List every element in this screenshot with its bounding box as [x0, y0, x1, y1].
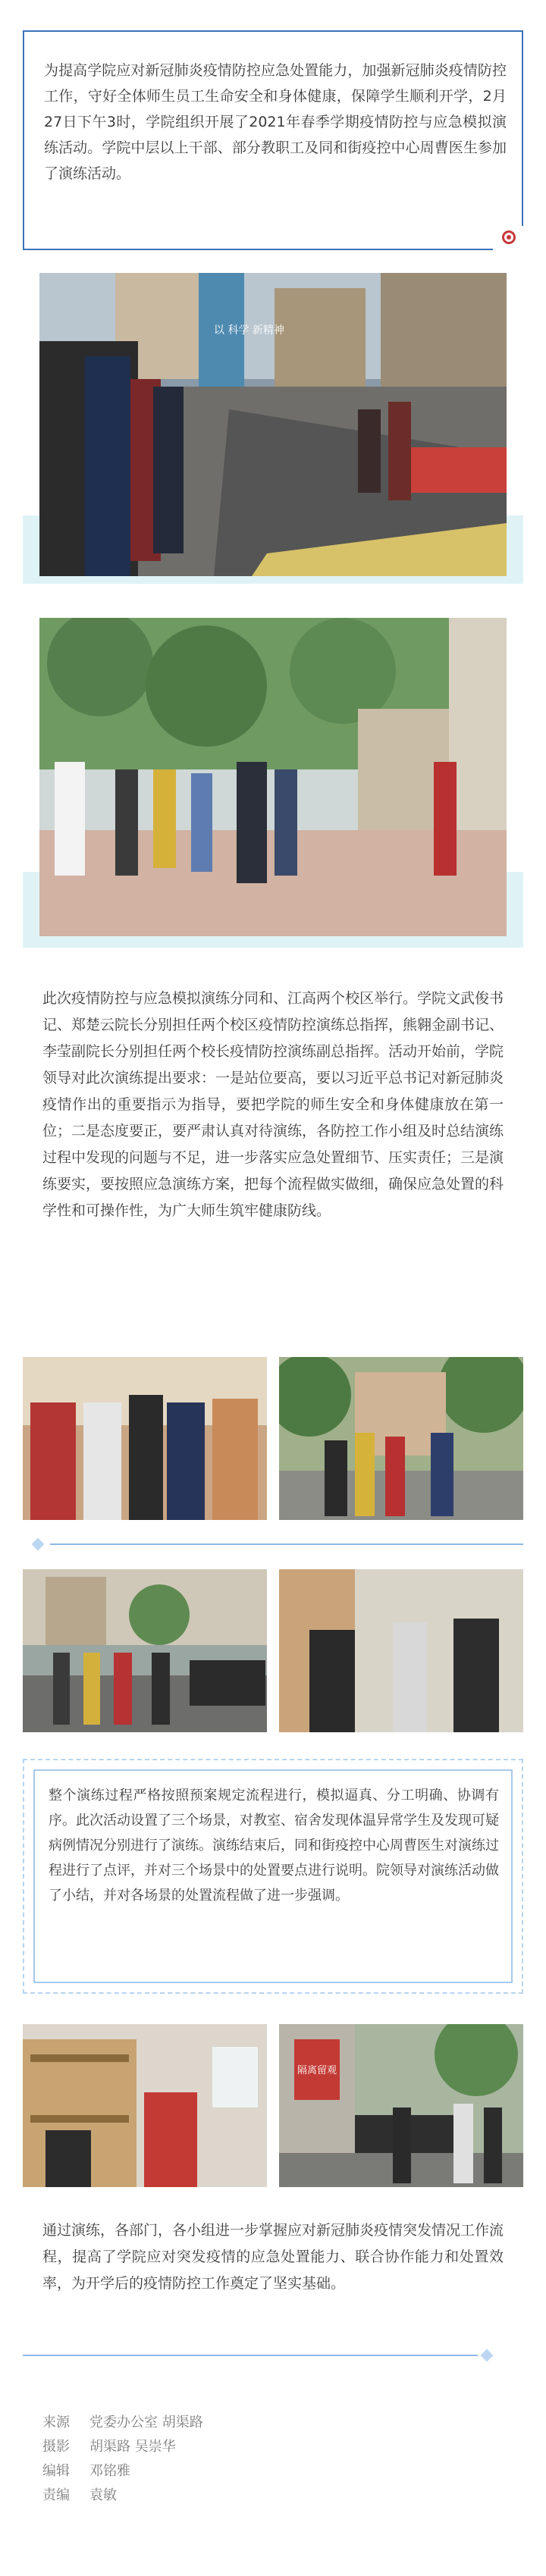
credit-label: 来源	[42, 2415, 70, 2430]
credit-line	[42, 2435, 422, 2459]
photo-temperature-check-graphic	[279, 1569, 523, 1732]
divider-line	[50, 1543, 523, 1545]
photo-campus-street-graphic	[23, 1569, 267, 1732]
divider-credits	[23, 2350, 523, 2361]
paragraph-drill-outcome: 通过演练，各部门，各小组进一步掌握应对新冠肺炎疫情突发情况工作流程，提高了学院应对突发疫情的应急处置能力、联合协作能力和处置效率，为开学后的疫情防控工作奠定了坚实基础。	[42, 2222, 504, 2292]
credit-value: 胡渠路 吴崇华	[89, 2439, 176, 2455]
divider-credits-diamond-icon	[481, 2349, 494, 2362]
photo-campus-gate	[39, 273, 507, 576]
photo-outdoor-drill-graphic	[39, 618, 507, 936]
credit-line	[42, 2459, 422, 2484]
credit-line	[42, 2484, 422, 2508]
photo-dorm-check	[23, 2024, 267, 2187]
divider-diamond-icon	[32, 1538, 45, 1551]
red-pin-icon	[502, 230, 516, 244]
photo-campus-gate-graphic	[39, 273, 507, 576]
paragraph-drill-process: 整个演练过程严格按照预案规定流程进行，模拟逼真、分工明确、协调有序。此次活动设置了三个场景，对教室、宿舍发现体温异常学生及发现可疑病例情况分别进行了演练。演练结束后，同和街疫控中心周曹医生对演练过程进行了点评，并对三个场景中的处置要点进行说明。院领导对演练活动做了小结，并对各场景的处置流程做了进一步强调。	[49, 1788, 499, 1904]
photo-campus-street	[23, 1569, 267, 1732]
photo-outdoor-checkpoint-graphic	[279, 1357, 523, 1520]
divider-credits-line	[23, 2355, 478, 2356]
isolation-sign-text: 隔离留观	[297, 2065, 337, 2076]
corner-badge	[493, 226, 523, 250]
credit-label: 责编	[42, 2487, 70, 2503]
credit-label: 摄影	[42, 2439, 70, 2455]
photo-isolation-room	[279, 2024, 523, 2187]
sign-text: 以 科学 新精神	[214, 324, 284, 337]
credit-value: 袁敏	[89, 2487, 117, 2503]
paragraph-drill-overview: 此次疫情防控与应急模拟演练分同和、江高两个校区举行。学院文武俊书记、郑楚云院长分别担任两个校区疫情防控演练总指挥，熊翱金副书记、李莹副院长分别担任两个校长疫情防控演练副总指挥。活动开始前，学院领导对此次演练提出要求：一是站位要高，要以习近平总书记对新冠肺炎疫情作出的重要指示为指导，要把学院的师生安全和身体健康放在第一位；二是态度要正，要严肃认真对待演练，各防控工作小组及时总结演练过程中发现的问题与不足，进一步落实应急处置细节、压实责任；三是演练要实，要按照应急演练方案，把每个流程做实做细，确保应急处置的科学性和可操作性，为广大师生筑牢健康防线。	[42, 990, 504, 1219]
credit-line	[42, 2411, 422, 2435]
photo-outdoor-drill	[39, 618, 507, 936]
credit-value: 党委办公室 胡渠路	[89, 2415, 203, 2430]
photo-isolation-room-graphic	[279, 2024, 523, 2187]
intro-paragraph: 为提高学院应对新冠肺炎疫情防控应急处置能力，加强新冠肺炎疫情防控工作，守好全体师生员工生命安全和身体健康，保障学生顺利开学，2月27日下午3时，学院组织开展了2021年春季学期疫情防控与应急模拟演练活动。学院中层以上干部、部分教职工及同和街疫控中心周曹医生参加了演练活动。	[44, 62, 507, 182]
photo-outdoor-checkpoint	[279, 1357, 523, 1520]
photo-dorm-check-graphic	[23, 2024, 267, 2187]
photo-indoor-checkpoint-graphic	[23, 1357, 267, 1520]
photo-indoor-checkpoint	[23, 1357, 267, 1520]
divider-row3	[23, 1539, 523, 1550]
photo-temperature-check	[279, 1569, 523, 1732]
intro-box	[23, 30, 523, 250]
credit-label: 编辑	[42, 2463, 70, 2479]
credit-value: 邓铭雅	[89, 2463, 130, 2479]
credits-block	[42, 2411, 422, 2508]
